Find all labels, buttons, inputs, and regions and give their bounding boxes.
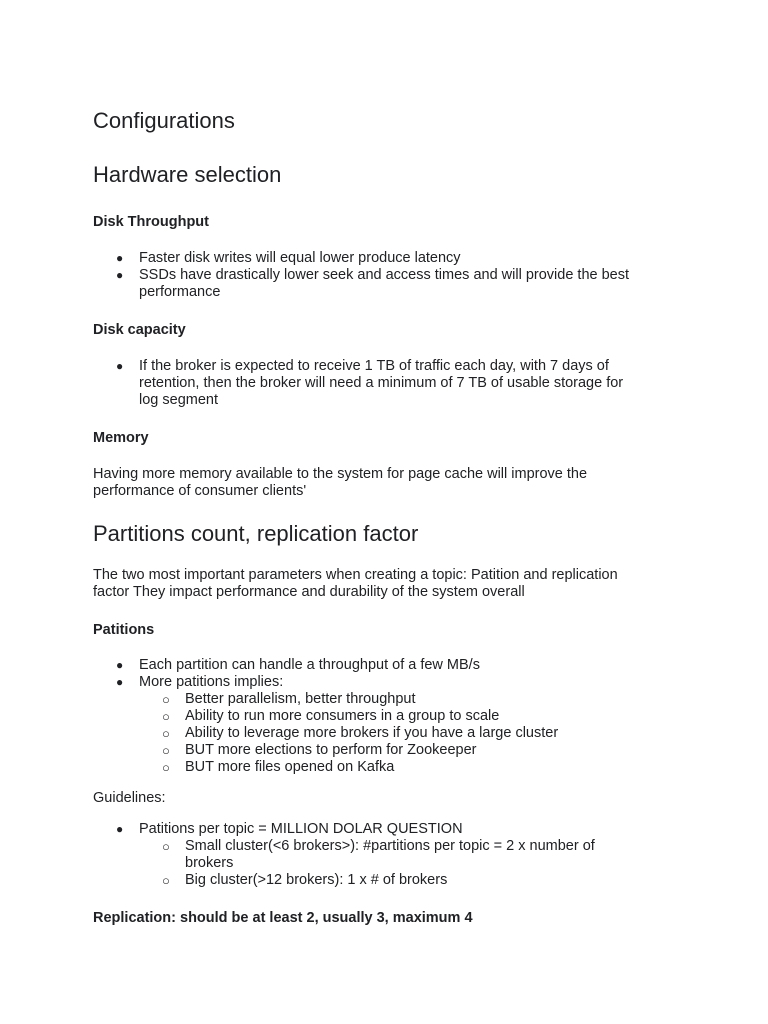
circle-bullet-icon: ○ [162, 873, 170, 888]
page-title: Configurations [93, 108, 235, 133]
list-item: Faster disk writes will equal lower produce latency [139, 250, 461, 266]
list-item: More patitions implies: [139, 674, 284, 690]
sub-list-item: Ability to leverage more brokers if you have a large cluster [185, 725, 559, 741]
hardware-selection-heading: Hardware selection [93, 162, 282, 187]
circle-bullet-icon: ○ [162, 743, 170, 758]
list-item-continuation: performance [139, 284, 221, 300]
sub-list-item: BUT more files opened on Kafka [185, 759, 395, 775]
sub-list-item: BUT more elections to perform for Zookeeper [185, 742, 477, 758]
list-item-continuation: retention, then the broker will need a minimum of 7 TB of usable storage for [139, 375, 624, 391]
sub-list-item: Small cluster(<6 brokers>): #partitions per topic = 2 x number of [185, 838, 595, 854]
bullet-icon: ● [116, 822, 124, 836]
list-item: Patitions per topic = MILLION DOLAR QUESTION [139, 821, 463, 837]
circle-bullet-icon: ○ [162, 726, 170, 741]
memory-paragraph-line: performance of consumer clients' [93, 483, 307, 499]
list-item: Each partition can handle a throughput of a few MB/s [139, 657, 480, 673]
circle-bullet-icon: ○ [162, 839, 170, 854]
partitions-intro-line: factor They impact performance and durability of the system overall [93, 584, 525, 600]
bullet-icon: ● [116, 658, 124, 672]
memory-heading: Memory [93, 430, 149, 446]
bullet-icon: ● [116, 675, 124, 689]
partitions-intro-line: The two most important parameters when creating a topic: Patition and replication [93, 567, 618, 583]
patitions-heading: Patitions [93, 622, 155, 638]
list-item-continuation: log segment [139, 392, 218, 408]
bullet-icon: ● [116, 268, 124, 282]
guidelines-label: Guidelines: [93, 790, 166, 806]
list-item: If the broker is expected to receive 1 TB of traffic each day, with 7 days of [139, 358, 609, 374]
circle-bullet-icon: ○ [162, 760, 170, 775]
sub-list-item: Better parallelism, better throughput [185, 691, 416, 707]
replication-heading: Replication: should be at least 2, usually 3, maximum 4 [93, 910, 473, 926]
circle-bullet-icon: ○ [162, 709, 170, 724]
bullet-icon: ● [116, 359, 124, 373]
disk-capacity-heading: Disk capacity [93, 322, 186, 338]
sub-list-item: Big cluster(>12 brokers): 1 x # of brokers [185, 872, 448, 888]
disk-throughput-heading: Disk Throughput [93, 214, 209, 230]
bullet-icon: ● [116, 251, 124, 265]
circle-bullet-icon: ○ [162, 692, 170, 707]
sub-list-item: Ability to run more consumers in a group to scale [185, 708, 500, 724]
list-item: SSDs have drastically lower seek and access times and will provide the best [139, 267, 630, 283]
partitions-heading: Partitions count, replication factor [93, 521, 419, 546]
memory-paragraph-line: Having more memory available to the system for page cache will improve the [93, 466, 588, 482]
sub-list-item-continuation: brokers [185, 855, 234, 871]
